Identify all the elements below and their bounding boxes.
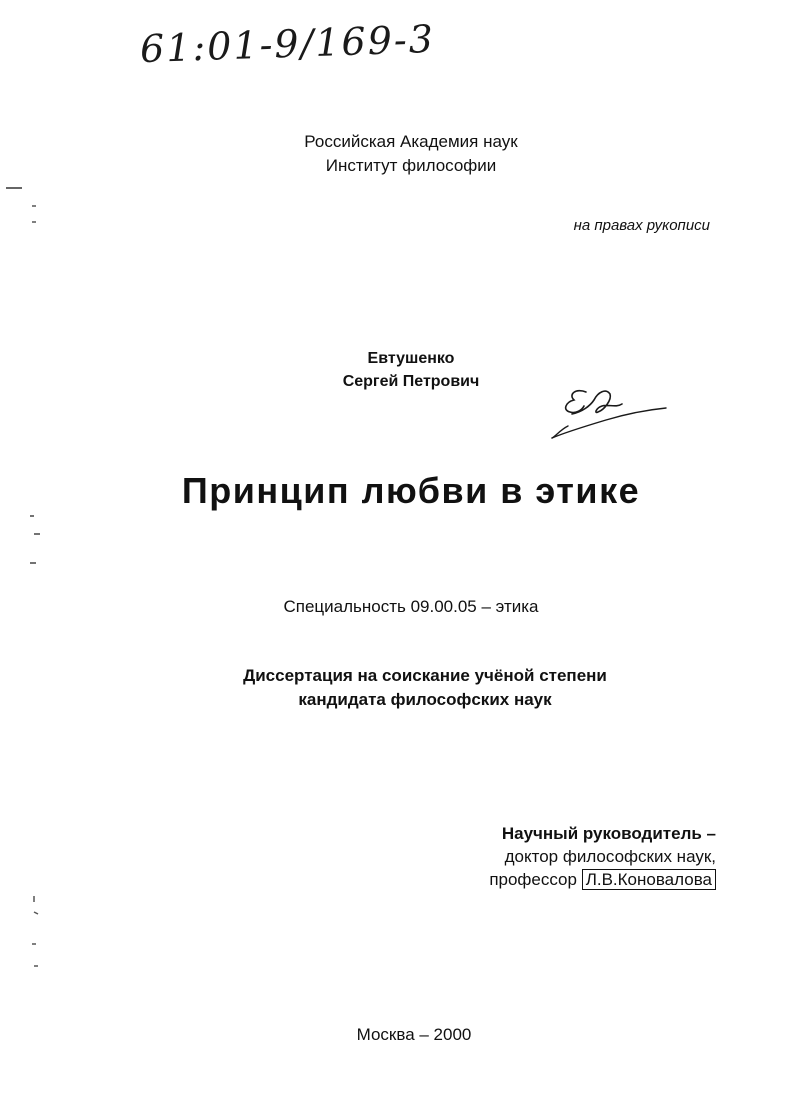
dissertation-title: Принцип любви в этике [181,470,641,511]
archive-code: 61:01-9/169-3 [139,16,436,72]
supervisor-name: Л.В.Коновалова [582,869,716,890]
supervisor-rank-line [489,868,716,891]
author-surname: Евтушенко [367,350,455,367]
supervisor-block [489,822,716,891]
degree-line-2: кандидата философских наук [298,690,552,709]
degree-line-1: Диссертация на соискание учёной степени [243,666,607,685]
author-given-names: Сергей Петрович [342,373,480,390]
supervisor-label: Научный руководитель – [501,824,716,843]
degree-block [0,664,794,712]
author-signature [546,380,670,446]
institution-block [0,130,794,178]
specialty-line: Специальность 09.00.05 – этика [283,597,539,616]
supervisor-degree: доктор философских наук, [504,847,716,866]
author-block [0,347,794,393]
manuscript-note: на правах рукописи [573,217,710,234]
city-year: Москва – 2000 [356,1025,472,1044]
academy-name: Российская Академия наук [304,132,518,151]
supervisor-rank: профессор [489,870,577,889]
institute-name: Институт философии [325,156,497,175]
